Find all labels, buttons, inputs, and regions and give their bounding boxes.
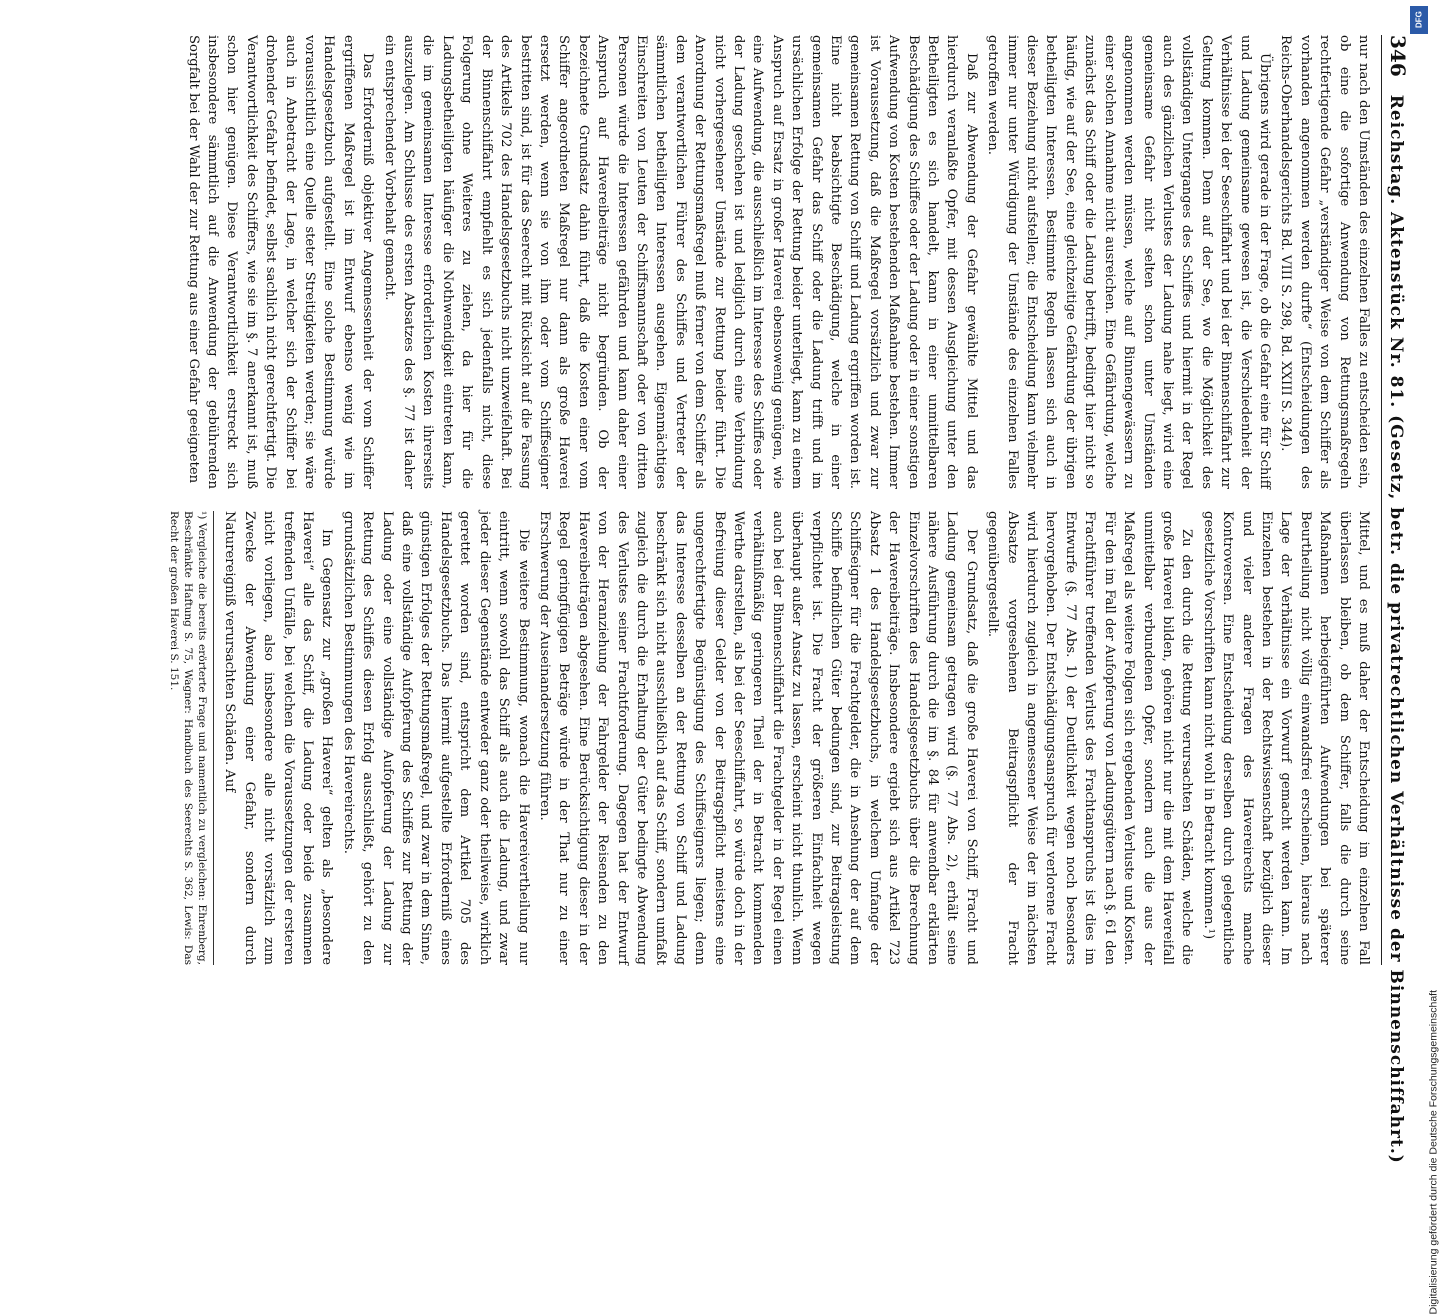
paragraph: nur nach den Umständen des einzelnen Falles zu entscheiden sein, ob eine die sofortige Anwendung von Rettungsmaßregeln rechtfertigende Gefahr „verständiger Weise von dem Schiffer als vorhanden angenommen werden durfte“ (Entscheidungen des Reichs-Oberhandelsgerichts Bd. VIII S. 298, Bd. XXIII S. 344). <box>1278 35 1371 489</box>
rotated-page-content <box>30 35 1410 1164</box>
paragraph: Übrigens wird gerade in der Frage, ob die Gefahr eine für Schiff und Ladung gemeinsame gewesen ist, die Verschiedenheit der Verhältnisse bei der Seeschiffahrt und bei der Binnenschiffahrt zur Geltung kommen. Denn auf der See, wo die Möglichkeit des vollständigen Unterganges des Schiffes und hiermit in der Regel auch des gänzlichen Verlustes der Ladung nahe liegt, wird eine gemeinsame Gefahr nicht selten schon unter Umständen angenommen werden müssen, welche auf Binnengewässern zu einer solchen Annahme nicht ausreichen. Eine Gefährdung, welche zunächst das Schiff oder die Ladung betrifft, bedingt hier nicht so häufig, wie auf der See, eine gleichzeitige Gefährdung der übrigen betheiligten Interessen. Bestimmte Regeln lassen sich auch in dieser Beziehung nicht aufstellen; die Entscheidung kann vielmehr immer nur unter Würdigung der Umstände des einzelnen Falles getroffen werden. <box>985 35 1272 489</box>
right-column <box>133 511 1373 965</box>
paragraph: Zu den durch die Rettung verursachten Schäden, welche die große Haverei bilden, gehören nicht nur die mit dem Havereifall unmittelbar verbundenen Opfer, sondern auch die aus der Maßregel als weitere Folgen sich ergebenden Verluste und Kosten. Für den im Fall der Aufopferung von Ladungsgütern nach §. 61 den Frachtführer treffenden Verlust des Frachtanspruchs ist dies im Entwurfe (§. 77 Abs. 1) der Deutlichkeit wegen noch besonders hervorgehoben. Der Entschädigungsanspruch für verlorene Fracht wird hierdurch zugleich in angemessener Weise der im nächsten Absatze vorgesehenen Beitragspflicht der Fracht gegenübergestellt. <box>985 511 1195 965</box>
page-number: 346 <box>1386 35 1410 77</box>
page-title: Reichstag. Aktenstück Nr. 81. (Gesetz, betr. die privatrechtlichen Verhältnisse der Binnenschiffahrt.) <box>1386 94 1406 1164</box>
footnote: ¹) Vergleiche die bereits erörterte Frage und namentlich zu vergleichen: Ehrenberg, Beschränkte Haftung S. 75, Wagner: Handbuch des Seerechts S. 362, Lewis: Das Recht der großen Haverei S. 151. <box>167 511 214 965</box>
paragraph: Die weitere Bestimmung, wonach die Havereivertheilung nur eintritt, wenn sowohl das Schiff als auch die Ladung, und zwar jeder dieser Gegenstände entweder ganz oder theilweise, wirklich gerettet worden sind, entspricht dem Artikel 705 des Handelsgesetzbuchs. Das hiermit aufgestellte Erforderniß eines günstigen Erfolges der Rettungsmaßregel, und zwar in dem Sinne, daß eine vollständige Aufopferung des Schiffes zur Rettung der Ladung oder eine vollständige Aufopferung der Ladung zur Rettung des Schiffes diesen Erfolg ausschließt, gehört zu den grundsätzlichen Bestimmungen des Havereirechts. <box>340 511 531 965</box>
paragraph: Im Gegensatz zur „großen Haverei“ gelten als „besondere Haverei“ alle das Schiff, die Ladung oder beide zusammen treffenden Unfälle, bei welchen die Voraussetzungen der ersteren nicht vorliegen, also insbesondere alle nicht vorsätzlich zum Zwecke der Abwendung einer Gefahr, sondern durch Naturereigniß verursachten Schäden. Auf <box>222 511 335 965</box>
paragraph: Das Erforderniß objektiver Angemessenheit der vom Schiffer ergriffenen Maßregel ist im Entwurf ebenso wenig wie im Handelsgesetzbuch aufgestellt. Eine solche Bestimmung würde voraussichtlich eine Quelle steter Streitigkeiten werden; sie wäre auch in Anbetracht der Lage, in welcher sich der Schiffer bei drohender Gefahr befindet, selbst sachlich nicht gerechtfertigt. Die Verantwortlichkeit des Schiffers, wie sie im §. 7 anerkannt ist, muß schon hier genügen. Diese Verantwortlichkeit erstreckt sich insbesondere sämmtlich auf die Anwendung der gebührenden Sorgfalt bei der Wahl der zur Rettung aus einer Gefahr geeigneten <box>185 35 376 489</box>
digitization-note: Digitalisierung gefördert durch die Deutsche Forschungsgemeinschaft <box>1428 990 1440 1315</box>
left-column <box>133 35 1373 489</box>
paragraph: Daß zur Abwendung der Gefahr gewählte Mittel und das hierdurch veranlaßte Opfer, mit dessen Ausgleichung unter den Betheiligten es sich handelt, kann in einer unmittelbaren Beschädigung des Schiffes oder der Ladung oder in einer sonstigen Aufwendung von Kosten bestehenden Maßnahme bestehen. Immer ist Voraussetzung, daß die Maßregel vorsätzlich und zwar zur gemeinsamen Rettung von Schiff und Ladung ergriffen worden ist. Eine nicht beabsichtigte Beschädigung, welche in einer gemeinsamen Gefahr das Schiff oder die Ladung trifft und im ursächlichen Erfolge der Rettung beider unterliegt, kann zu einem Anspruch auf Ersatz in großer Haverei ebensowenig genügen, wie eine Aufwendung, die ausschließlich im Interesse des Schiffes oder der Ladung geschehen ist und lediglich durch eine Verbindung nicht vorhergesehener Umstände zur Rettung beider führt. Die Anordnung der Rettungsmaßregel muß ferner von dem Schiffer als dem verantwortlichen Führer des Schiffes und Vertreter der sämmtlichen betheiligten Interessen ausgehen. Eigenmächtiges Einschreiten von Leuten der Schiffsmannschaft oder von dritten Personen würde die Interessen gefährden und kann daher einer Anspruch auf Havereibeiträge nicht begründen. Ob der bezeichnete Grundsatz dahin führt, daß die Kosten einer vom Schiffer angeordneten Maßregel nur dann als große Haverei ersetzt werden, wenn sie von ihm oder vom Schiffseigner bestritten sind, ist für das Seerecht mit Rücksicht auf die Fassung des Artikels 702 des Handelsgesetzbuchs nicht unzweifelhaft. Bei der Binnenschiffahrt empfiehlt es sich jedenfalls nicht, diese Folgerung ohne Weiteres zu ziehen, da hier für die Ladungsbetheiligten häufiger die Nothwendigkeit eintreten kann, die im gemeinsamen Interesse erforderlichen Kosten ihrerseits auszulegen. Am Schlusse des ersten Absatzes des §. 77 ist daher ein entsprechender Vorbehalt gemacht. <box>381 35 979 489</box>
digitization-sidebar <box>1406 0 1440 1315</box>
text-columns <box>133 35 1373 965</box>
dfg-logo: DFG <box>1410 6 1428 34</box>
paragraph: Mittel, und es muß daher der Entscheidung im einzelnen Fall überlassen bleiben, ob dem Schiffer, falls die durch seine Maßnahmen herbeigeführten Aufwendungen bei späterer Beurtheilung nicht völlig einwandsfrei erscheinen, hieraus nach Lage der Verhältnisse ein Vorwurf gemacht werden kann. Im Einzelnen bestehen in der Rechtswissenschaft bezüglich dieser und vieler anderer Fragen des Havereirechts manche Kontroversen. Eine Entscheidung derselben durch gelegentliche gesetzliche Vorschriften kann nicht wohl in Betracht kommen.¹) <box>1200 511 1371 965</box>
paragraph: Der Grundsatz, daß die große Haverei von Schiff, Fracht und Ladung gemeinsam getragen wird (§. 77 Abs. 2), erhält seine nähere Ausführung durch die im §. 84 für anwendbar erklärten Einzelvorschriften des Handelsgesetzbuchs über die Berechnung der Havereibeiträge. Insbesondere ergiebt sich aus Artikel 723 Absatz 1 des Handelsgesetzbuchs, in welchem Umfange der Schiffseigner für die Frachtgelder, die in Ansehung der auf dem Schiffe befindlichen Güter bedungen sind, zur Beitragsleistung verpflichtet ist. Die Fracht der größeren Einfachheit wegen überhaupt außer Ansatz zu lassen, erscheint nicht thunlich. Wenn auch bei der Binnenschiffahrt die Frachtgelder in der Regel einen verhältnißmäßig geringeren Theil der in Betracht kommenden Werthe darstellen, als bei der Seeschiffahrt, so würde doch in der Befreiung dieser Gelder von der Beitragspflicht meistens eine ungerechtfertigte Begünstigung des Schiffseigners liegen; denn das Interesse desselben an der Rettung von Schiff und Ladung beschränkt sich nicht ausschließlich auf das Schiff, sondern umfaßt zugleich die durch die Erhaltung der Güter bedingte Abwendung des Verlustes seiner Frachtforderung. Dagegen hat der Entwurf von der Heranziehung der Fahrgelder der Reisenden zu den Havereibeiträgen abgesehen. Eine Berücksichtigung dieser in der Regel geringfügigen Beträge würde in der That nur zu einer Erschwerung der Auseinandersetzung führen. <box>536 511 979 965</box>
